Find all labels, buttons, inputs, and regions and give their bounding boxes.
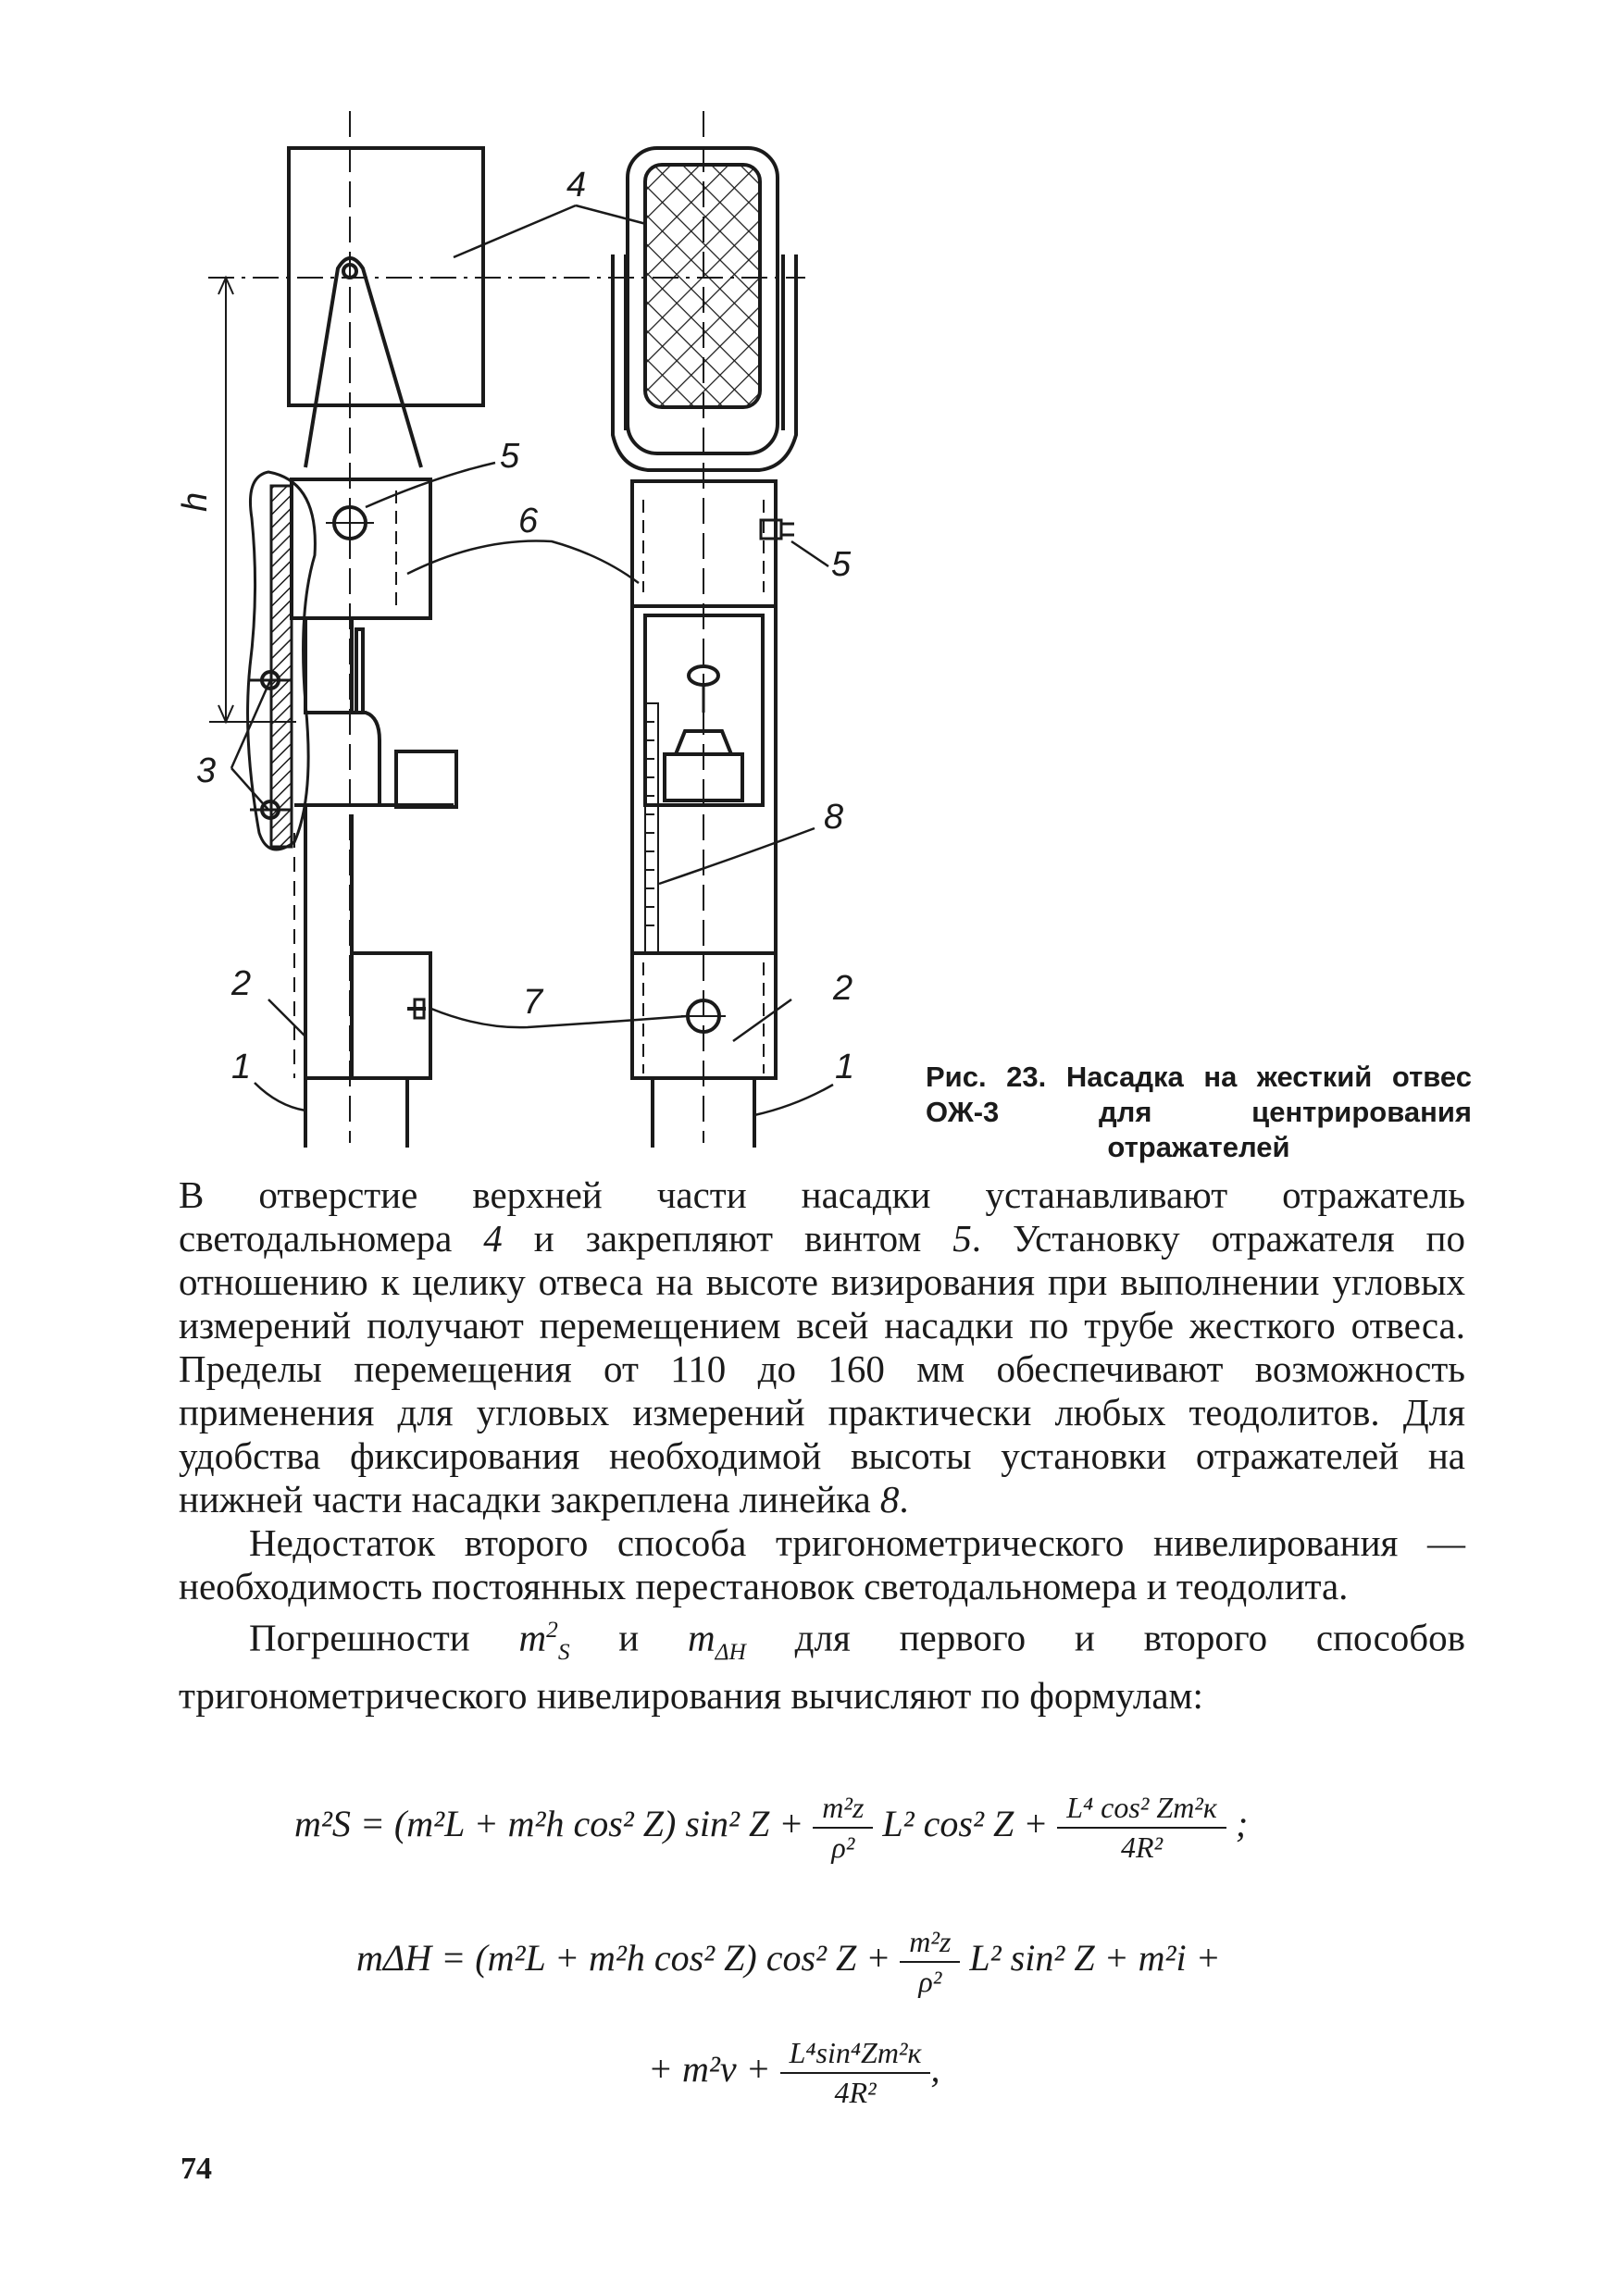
formula-2: mΔH = (m²L + m²h cos² Z) cos² Z + $\frac{\text{m²z}}{\text{ρ²}}$ L² sin² Z + m²i + [356,1925,1221,1998]
callout-5-left: 5 [500,437,520,476]
right-view [613,111,796,1148]
callout-2-right: 2 [833,969,853,1008]
paragraph-3: Погрешности $m^2_S$ и $m_{\Delta Н}$ для первого и второго способов тригонометрического нивелирования вычисляют по формулам: [179,1616,1465,1717]
callout-6: 6 [518,502,539,540]
formula-3: + m²v + $\frac{\text{L⁴sin⁴Zm²к}}{\text{4R²}}$ , [648,2036,940,2109]
callout-8: 8 [824,798,844,837]
callout-7: 7 [523,983,543,1022]
body-text [179,1173,1465,1718]
callout-1-left: 1 [231,1048,252,1086]
figure-caption: Рис. 23. Насадка на жесткий отвес ОЖ-3 для центрирования отражателей [926,1061,1472,1163]
formula-1: m²S = (m²L + m²h cos² Z) sin² Z + $\frac{\text{m²z}}{\text{ρ²}}$ L² cos² Z + $\frac{\text{L⁴ cos² Zm²к}}{\text{4R²}}$ ; [294,1791,1249,1864]
callout-1-right: 1 [835,1048,855,1086]
callout-4: 4 [566,166,587,205]
paragraph-1: В отверстие верхней части насадки устанавливают отражатель светодальномера 4 и закрепляют винтом 5. Установку отражателя по отношению к целику отвеса на высоте визирования при выполнении угловых измерений получают перемещением всей насадки по трубе жесткого отвеса. Пределы перемещения от 110 до 160 мм обеспечивают возможность применения для угловых измерений практически любых теодолитов. Для удобства фиксирования необходимой высоты установки отражателей на нижней части насадки закреплена линейка 8. [179,1173,1465,1520]
paragraph-2: Недостаток второго способа тригонометрического нивелирования — необходимость постоянных перестановок светодальномера и теодолита. [179,1521,1465,1607]
callout-h: h [176,491,215,512]
callout-3: 3 [196,751,217,790]
page-number: 74 [180,2152,212,2186]
callout-2-left: 2 [231,964,252,1003]
callout-5-right: 5 [831,545,852,584]
